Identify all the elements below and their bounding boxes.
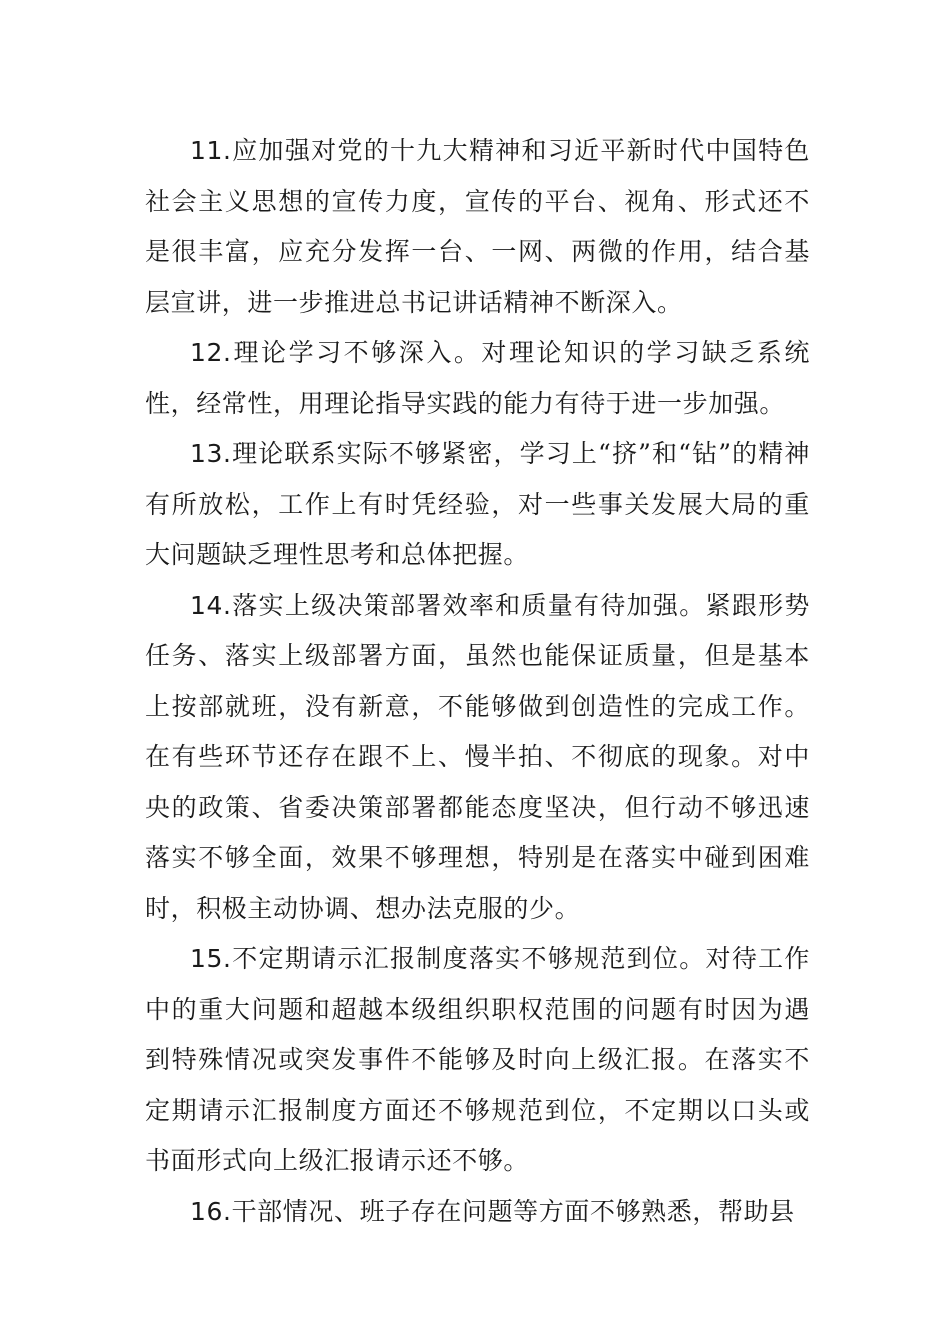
paragraph-14 [145,581,810,935]
paragraph-number: 13. [190,439,232,468]
paragraph-text: 应加强对党的十九大精神和习近平新时代中国特色社会主义思想的宣传力度，宣传的平台、视角、形式还不是很丰富，应充分发挥一台、一网、两微的作用，结合基层宣讲，进一步推进总书记讲话精神不断深入。 [145,136,810,317]
document-body [145,126,810,1237]
paragraph-number: 12. [190,338,232,367]
paragraph-text: 理论联系实际不够紧密，学习上“挤”和“钻”的精神有所放松，工作上有时凭经验，对一些事关发展大局的重大问题缺乏理性思考和总体把握。 [145,439,810,569]
paragraph-16 [145,1187,810,1238]
paragraph-number: 11. [190,136,232,165]
paragraph-text: 落实上级决策部署效率和质量有待加强。紧跟形势任务、落实上级部署方面，虽然也能保证质量，但是基本上按部就班，没有新意，不能够做到创造性的完成工作。在有些环节还存在跟不上、慢半拍、不彻底的现象。对中央的政策、省委决策部署都能态度坚决，但行动不够迅速落实不够全面，效果不够理想，特别是在落实中碰到困难时，积极主动协调、想办法克服的少。 [145,590,810,923]
paragraph-text: 理论学习不够深入。对理论知识的学习缺乏系统性，经常性，用理论指导实践的能力有待于进一步加强。 [145,338,810,418]
paragraph-number: 15. [190,944,232,973]
paragraph-12 [145,328,810,429]
paragraph-number: 16. [190,1196,232,1226]
paragraph-11 [145,126,810,328]
paragraph-text: 不定期请示汇报制度落实不够规范到位。对待工作中的重大问题和超越本级组织职权范围的问题有时因为遇到特殊情况或突发事件不能够及时向上级汇报。在落实不定期请示汇报制度方面还不够规范到位，不定期以口头或书面形式向上级汇报请示还不够。 [145,944,810,1175]
paragraph-number: 14. [190,590,232,620]
paragraph-text: 干部情况、班子存在问题等方面不够熟悉，帮助县 [231,1196,795,1226]
paragraph-13 [145,429,810,581]
paragraph-15 [145,934,810,1187]
